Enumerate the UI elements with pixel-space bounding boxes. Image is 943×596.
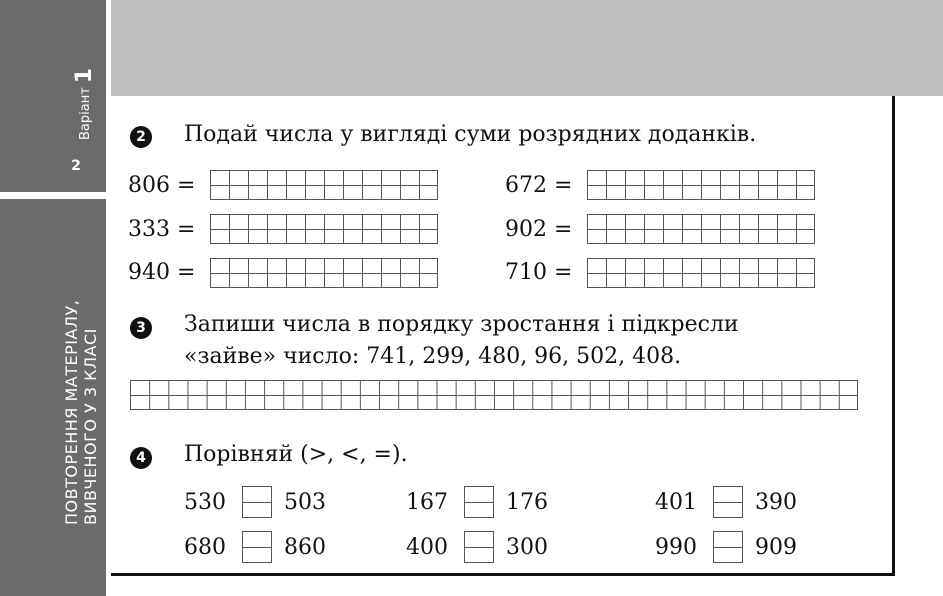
page-number: 2 — [71, 158, 81, 174]
answer-grid[interactable] — [130, 380, 858, 410]
compare-box[interactable] — [242, 531, 272, 563]
compare-right-number: 860 — [284, 535, 326, 560]
compare-right-number: 176 — [506, 490, 548, 515]
compare-left-number: 680 — [184, 535, 226, 560]
task2-text: Подай числа у вигляді суми розрядних доданків. — [184, 122, 757, 147]
section-title-line1: ПОВТОРЕННЯ МАТЕРІАЛУ, — [62, 299, 81, 525]
task2-right-2: 902 = — [505, 217, 573, 242]
answer-grid[interactable] — [587, 214, 815, 244]
compare-right-number: 503 — [284, 490, 326, 515]
compare-left-number: 530 — [184, 490, 226, 515]
task4-text: Порівняй (>, <, =). — [184, 442, 408, 467]
task2-right-1: 672 = — [505, 173, 573, 198]
compare-left-number: 167 — [406, 490, 448, 515]
task3-number-badge: 3 — [130, 317, 152, 339]
task2-right-3: 710 = — [505, 260, 573, 285]
section-title-line2: ВИВЧЕНОГО У 3 КЛАСІ — [81, 328, 100, 525]
answer-grid[interactable] — [210, 170, 438, 200]
compare-box[interactable] — [242, 486, 272, 518]
task2-number-badge: 2 — [130, 126, 152, 148]
task2-left-2: 333 = — [128, 217, 196, 242]
task2-left-1: 806 = — [128, 173, 196, 198]
compare-box[interactable] — [464, 486, 494, 518]
answer-grid[interactable] — [210, 258, 438, 288]
answer-grid[interactable] — [210, 214, 438, 244]
variant-number: 1 — [72, 67, 97, 84]
task2-left-3: 940 = — [128, 260, 196, 285]
answer-grid[interactable] — [587, 170, 815, 200]
compare-box[interactable] — [464, 531, 494, 563]
compare-left-number: 401 — [655, 490, 697, 515]
task3-text-line1: Запиши числа в порядку зростання і підкресли — [184, 312, 739, 337]
header-band — [111, 0, 943, 96]
compare-right-number: 909 — [755, 535, 797, 560]
task3-text-line2: «зайве» число: 741, 299, 480, 96, 502, 408. — [184, 344, 682, 369]
compare-box[interactable] — [713, 486, 743, 518]
variant-label: Варіант1 — [72, 67, 97, 140]
answer-grid[interactable] — [587, 258, 815, 288]
task4-number-badge: 4 — [130, 447, 152, 469]
compare-right-number: 300 — [506, 535, 548, 560]
compare-box[interactable] — [713, 531, 743, 563]
compare-right-number: 390 — [755, 490, 797, 515]
compare-left-number: 400 — [406, 535, 448, 560]
compare-left-number: 990 — [655, 535, 697, 560]
section-title — [62, 300, 100, 525]
